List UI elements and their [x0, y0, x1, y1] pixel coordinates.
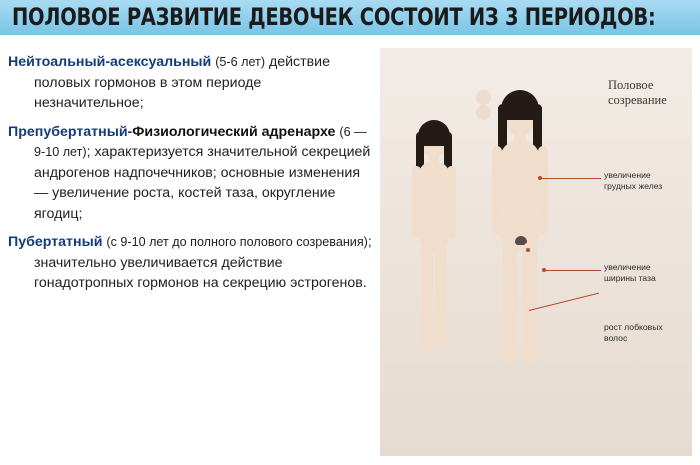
paragraph-prepubertal [8, 122, 374, 225]
callout-leader-breast [541, 178, 601, 179]
age-prepubertal: (6 — 9-10 лет) [34, 124, 367, 159]
body-pubertal: ; значительно увеличивается действие гонадотропных гормонов на секрецию эстрогенов. [34, 234, 372, 291]
body-prepubertal: ; характеризуется значительной секрецией андрогенов надпочечников; основные изменения — увеличение роста, костей таза, округление ягодиц; [34, 144, 371, 222]
callout-dot-pubic-hair [526, 248, 530, 252]
bottom-strip [0, 456, 700, 465]
term-neutral: Нейтоальный-асексуальный [8, 54, 212, 70]
illustration-title: Половое созревание [608, 78, 667, 107]
paragraph-neutral [8, 52, 374, 114]
term-prepubertal: Препубертатный- [8, 123, 133, 140]
callout-leader-pubic-hair [529, 293, 599, 311]
woman-figure [476, 90, 491, 120]
illustration-panel [380, 48, 692, 456]
header-banner [0, 0, 700, 35]
age-pubertal: (с 9-10 лет до полного полового созревания) [106, 235, 368, 249]
paragraph-pubertal [8, 232, 374, 294]
body-neutral: действие половых гормонов в этом периоде незначительное; [34, 54, 330, 111]
callout-pubic-hair: рост лобковых волос [604, 322, 663, 343]
callout-leader-pelvis [545, 270, 601, 271]
term-pubertal: Пубертатный [8, 234, 103, 250]
term-prepubertal-secondary: Физиологический адренархе [132, 123, 336, 140]
callout-pelvis: увеличение ширины таза [604, 262, 656, 283]
callout-breast: увеличение грудных желез [604, 170, 663, 191]
age-neutral: (5-6 лет) [215, 55, 266, 69]
page-title: ПОЛОВОЕ РАЗВИТИЕ ДЕВОЧЕК СОСТОИТ ИЗ 3 ПЕРИОДОВ: [12, 3, 656, 32]
content-text-column [8, 52, 374, 302]
